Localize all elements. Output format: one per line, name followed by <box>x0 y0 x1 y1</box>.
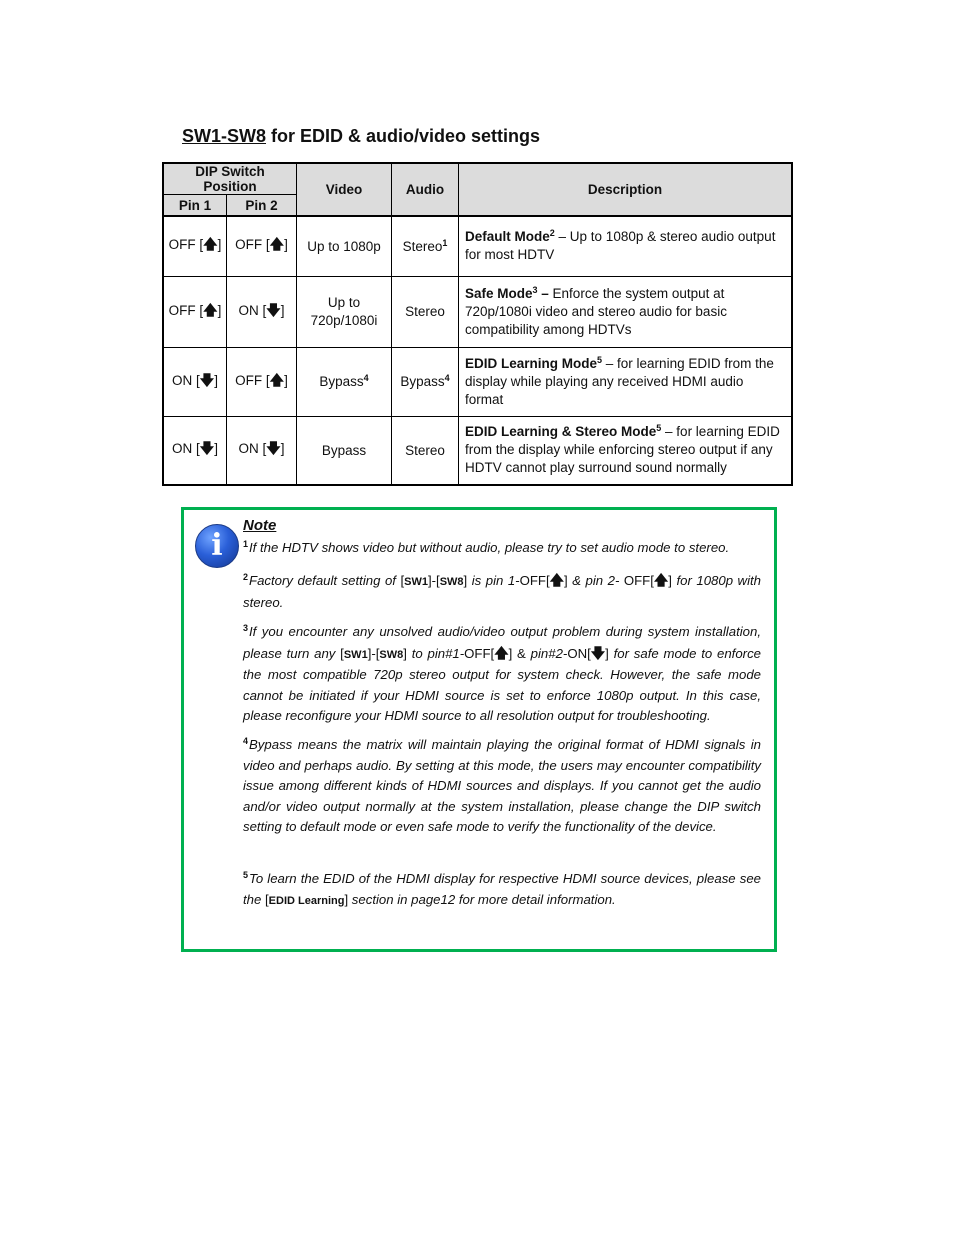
pin1-cell: ON [🡇] <box>163 416 227 485</box>
pin1-cell: ON [🡇] <box>163 347 227 416</box>
footnote-ref: 5 <box>656 423 662 434</box>
mode-name: Safe Mode <box>465 285 533 301</box>
table-row <box>163 276 792 347</box>
info-icon: i <box>195 524 239 568</box>
mode-name: EDID Learning Mode <box>465 355 598 371</box>
footnote-ref: 4 <box>363 373 369 383</box>
pin2-cell: ON [🡇] <box>227 416 297 485</box>
audio-cell: Stereo$^1$ <box>392 216 459 276</box>
arrow-down-icon: 🡇 <box>266 440 281 457</box>
arrow-down-icon: 🡇 <box>199 371 215 388</box>
header-audio: Audio <box>392 163 459 216</box>
dip-switch-table <box>162 162 793 486</box>
table-row <box>163 216 792 276</box>
header-dip-switch-position: DIP Switch Position <box>163 163 297 195</box>
arrow-down-icon: 🡇 <box>590 644 606 661</box>
arrow-up-icon: 🡅 <box>203 236 218 253</box>
description-cell: EDID Learning & Stereo Mode$^5$ – for learning EDID from the display while enforcing stereo output if any HDTV cannot play surround sound normally <box>459 416 793 485</box>
header-description: Description <box>459 163 793 216</box>
audio-cell: Stereo <box>392 416 459 485</box>
description-cell: EDID Learning Mode$^5$ – for learning EDID from the display while playing any received HDMI audio format <box>459 347 793 416</box>
pin1-cell: OFF [🡅] <box>163 216 227 276</box>
footnote-4: $^4$Bypass means the matrix will maintain playing the original format of HDMI signals in video and perhaps audio. By setting at this mode, the users may encounter compatibility issue among different kinds of HDMI sources and displays. If you cannot get the audio and/or video output normally at the system installation, please change the DIP switch setting to default mode or even safe mode to verify the functionality of the device. <box>243 736 761 835</box>
header-pin1: Pin 1 <box>163 195 227 217</box>
arrow-down-icon: 🡇 <box>266 301 281 318</box>
mode-name: Default Mode <box>465 229 550 245</box>
pin2-cell: OFF [🡅] <box>227 347 297 416</box>
video-cell: Up to 720p/1080i <box>297 276 392 347</box>
footnote-ref: 3 <box>532 284 538 295</box>
section-heading <box>182 126 540 147</box>
table-row <box>163 416 792 485</box>
footnote-1: $^1$If the HDTV shows video but without audio, please try to set audio mode to stereo. <box>243 539 730 555</box>
arrow-up-icon: 🡅 <box>653 572 669 588</box>
footnote-2: $^2$Factory default setting of [SW1]-[SW8] is pin 1-OFF[🡅] & pin 2- OFF[🡅] for 1080p with stereo. <box>243 572 761 610</box>
arrow-down-icon: 🡇 <box>199 440 215 457</box>
arrow-up-icon: 🡅 <box>203 301 218 318</box>
note-title: Note <box>243 517 277 534</box>
arrow-up-icon: 🡅 <box>549 572 565 588</box>
footnote-ref: 5 <box>597 354 603 365</box>
arrow-up-icon: 🡅 <box>269 371 285 388</box>
video-cell: Up to 1080p <box>297 216 392 276</box>
audio-cell: Stereo <box>392 276 459 347</box>
footnote-ref: 1 <box>442 237 448 248</box>
description-cell: Default Mode$^2$ – Up to 1080p & stereo audio output for most HDTV <box>459 216 793 276</box>
heading-rest: for EDID & audio/video settings <box>266 126 541 146</box>
edid-learning-reference: EDID Learning <box>268 894 345 907</box>
pin1-cell: OFF [🡅] <box>163 276 227 347</box>
header-video: Video <box>297 163 392 216</box>
heading-switch-range: SW1-SW8 <box>182 126 267 146</box>
audio-cell: Bypass$^4$ <box>392 347 459 416</box>
arrow-up-icon: 🡅 <box>269 236 285 253</box>
video-cell: Bypass <box>297 416 392 485</box>
footnote-5: $^5$To learn the EDID of the HDMI display for respective HDMI source devices, please see the [EDID Learning] section in page12 for more detail information. <box>243 870 761 907</box>
footnote-ref: 4 <box>444 373 450 383</box>
video-cell: Bypass$^4$ <box>297 347 392 416</box>
pin2-cell: OFF [🡅] <box>227 216 297 276</box>
pin2-cell: ON [🡇] <box>227 276 297 347</box>
footnote-3: $^3$If you encounter any unsolved audio/video output problem during system installation, please turn any [SW1]-[SW8] to pin#1-OFF[🡅] & pin#2-ON[🡇] for safe mode to enforce the most compatible 720p stereo output for system check. However, the safe mode cannot be initiated if your HDMI source is set to enforce 1080p output. In this case, please reconfigure your HDMI source to all resolution output for troubleshooting. <box>243 623 762 724</box>
mode-name: EDID Learning & Stereo Mode <box>465 424 657 440</box>
note-box <box>181 507 777 952</box>
arrow-up-icon: 🡅 <box>494 644 509 661</box>
footnote-ref: 2 <box>549 228 555 239</box>
table-row <box>163 347 792 416</box>
header-pin2: Pin 2 <box>227 195 297 217</box>
description-cell: Safe Mode$^3$ – Enforce the system output at 720p/1080i video and stereo audio for basic compatibility among HDTVs <box>459 276 793 347</box>
